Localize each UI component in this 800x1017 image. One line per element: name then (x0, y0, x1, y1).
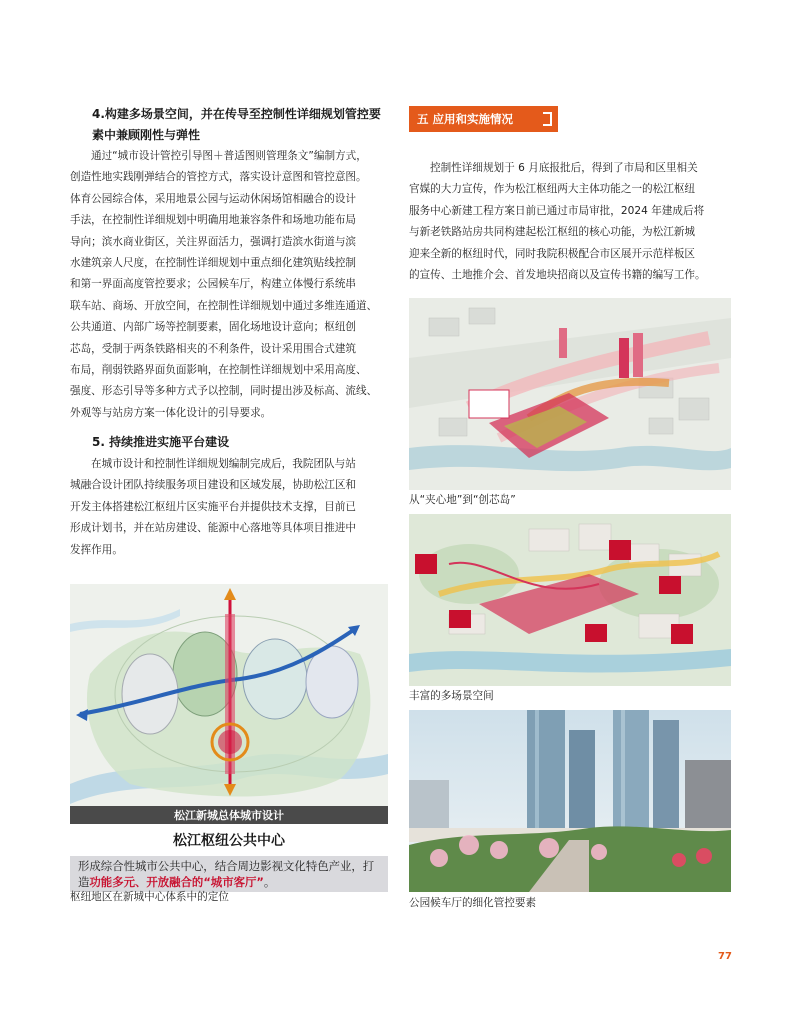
body-line: 与新老铁路站房共同构建起松江枢纽的核心功能，为松江新城 (409, 226, 696, 239)
section-header (409, 106, 558, 132)
body-line: 体育公园综合体，采用地景公园与运动休闲场馆相融合的设计 (70, 192, 357, 205)
body-line: 创造性地实践刚弹结合的管控方式，落实设计意图和管控意图。 (70, 171, 367, 184)
section-header-label: 五 应用和实施情况 (417, 112, 514, 126)
body-line: 迎来全新的枢纽时代，同时我院积极配合市区展开示范样板区 (409, 247, 696, 260)
body-line: 外观等与站房方案一体化设计的引导要求。 (70, 406, 272, 419)
section-body (409, 158, 731, 286)
body-line: 芯岛，受制于两条铁路相夹的不利条件，设计采用围合式建筑 (70, 342, 357, 355)
aerial-concept-figure (409, 298, 731, 490)
new-city-center-figure (70, 584, 388, 889)
multi-scene-figure (409, 514, 731, 686)
figure-description: 形成综合性城市公共中心，结合周边影视文化特色产业，打造功能多元、开放融合的“城市客厅”。 (70, 856, 388, 892)
city-structure-map (70, 584, 388, 824)
section-5-title: 5. 持续推进实施平台建设 (92, 435, 230, 449)
left-figure-caption: 枢纽地区在新城中心体系中的定位 (70, 891, 229, 903)
body-line: 在城市设计和控制性详细规划编制完成后，我院团队与站 (91, 458, 356, 470)
body-line: 公共通道、内部广场等控制要素，固化场地设计意向；枢纽创 (70, 321, 357, 334)
body-line: 和第一界面高度管控要求；公园候车厅，构建立体慢行系统串 (70, 278, 357, 291)
figure-center-title: 松江枢纽公共中心 (70, 826, 388, 856)
section-4-title: 4.构建多场景空间，并在传导至控制性详细规划管控要素中兼顾刚性与弹性 (92, 107, 381, 142)
park-waiting-hall-figure (409, 710, 731, 892)
body-line: 手法，在控制性详细规划中明确用地兼容条件和场地功能布局 (70, 214, 357, 227)
figure3-caption: 公园候车厅的细化管控要素 (409, 897, 537, 909)
body-line: 的宣传、土地推介会、首发地块招商以及宣传书籍的编写工作。 (409, 269, 706, 282)
body-line: 强度、形态引导等多种方式予以控制，同时提出涉及标高、流线、 (70, 385, 378, 398)
body-line: 通过“城市设计管控引导图＋普适图则管理条文”编制方式， (91, 150, 367, 162)
body-line: 服务中心新建工程方案日前已通过市局审批，2024 年建成后将 (409, 204, 705, 217)
body-line: 水建筑亲人尺度，在控制性详细规划中重点细化建筑贴线控制 (70, 257, 357, 270)
body-line: 官媒的大力宣传，作为松江枢纽两大主体功能之一的松江枢纽 (409, 183, 696, 196)
page-number: 77 (718, 951, 732, 962)
body-line: 导向；滨水商业街区，关注界面活力，强调打造滨水街道与滨 (70, 235, 357, 248)
body-line: 发挥作用。 (70, 543, 123, 556)
body-line: 城融合设计团队持续服务项目建设和区域发展，协助松江区和 (70, 479, 357, 492)
figure-band-label: 松江新城总体城市设计 (70, 806, 388, 824)
figure2-caption: 丰富的多场景空间 (409, 690, 494, 702)
section-4-body (70, 146, 392, 424)
body-line: 布局，削弱铁路界面负面影响，在控制性详细规划中采用高度、 (70, 364, 367, 377)
bracket-icon (543, 112, 552, 126)
body-line: 控制性详细规划于 6 月底报批后，得到了市局和区里相关 (430, 162, 698, 174)
body-line: 开发主体搭建松江枢纽片区实施平台并提供技术支撑，目前已 (70, 500, 357, 513)
section-5-body (70, 454, 392, 561)
body-line: 形成计划书，并在站房建设、能源中心落地等具体项目推进中 (70, 522, 357, 535)
figure1-caption: 从“夹心地”到“创芯岛” (409, 494, 516, 506)
body-line: 联车站、商场、开放空间，在控制性详细规划中通过多维连通道、 (70, 299, 378, 312)
figure-description-highlight: 功能多元、开放融合的“城市客厅” (89, 875, 264, 889)
